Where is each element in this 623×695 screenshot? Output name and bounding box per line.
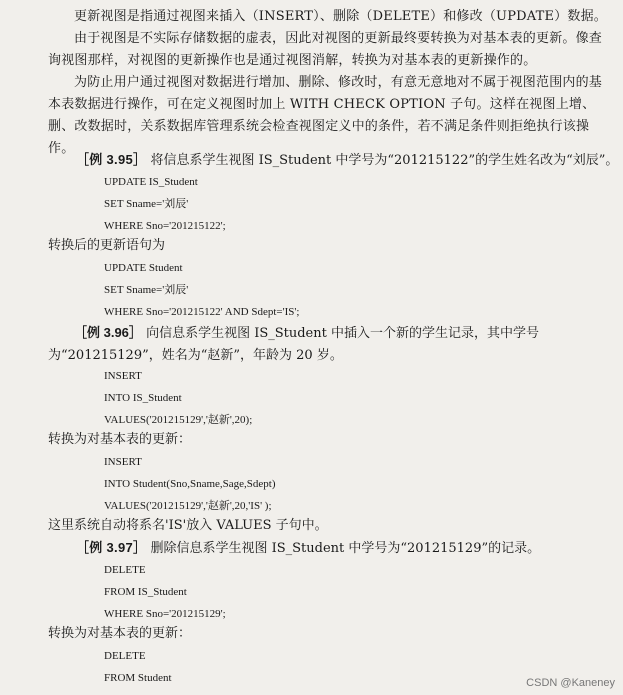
code-line: SET Sname='刘辰' <box>104 284 189 296</box>
paragraph-virtual-table: 由于视图是不实际存储数据的虚表，因此对视图的更新最终要转换为对基本表的更新。像查询视图那样，对视图的更新操作也是通过视图消解，转换为对基本表的更新操作的。 <box>48 31 603 68</box>
convert-label: 转换为对基本表的更新： <box>48 432 192 447</box>
code-line: UPDATE Student <box>104 262 183 274</box>
code-line: FROM IS_Student <box>104 586 187 598</box>
code-line: VALUES('201215129','赵新',20); <box>104 414 253 426</box>
paragraph-check-option: 为防止用户通过视图对数据进行增加、删除、修改时，有意无意地对不属于视图范围内的基本表数据进行操作，可在定义视图时加上 WITH CHECK OPTION 子句。这样在视图上增、删、改数据时，关系数据库管理系统会检查视图定义中的条件，若不满足条件则拒绝执行该操作。 <box>48 75 603 156</box>
code-line: DELETE <box>104 650 146 662</box>
example-3-97-heading <box>76 538 540 559</box>
watermark: CSDN @Kaneney <box>526 677 615 689</box>
code-line: DELETE <box>104 564 146 576</box>
example-label: ［例 3.96］ <box>74 325 142 340</box>
convert-label: 转换为对基本表的更新： <box>48 626 192 641</box>
example-3-96-heading <box>48 322 608 367</box>
code-line: INSERT <box>104 456 142 468</box>
code-line: WHERE Sno='201215129'; <box>104 608 226 620</box>
code-line: FROM Student <box>104 672 172 684</box>
example-label: ［例 3.97］ <box>76 540 147 555</box>
code-line: INTO Student(Sno,Sname,Sage,Sdept) <box>104 478 276 490</box>
code-line: INTO IS_Student <box>104 392 182 404</box>
code-line: WHERE Sno='201215122' AND Sdept='IS'; <box>104 306 300 318</box>
system-note: 这里系统自动将系名'IS'放入 VALUES 子句中。 <box>48 518 328 533</box>
example-label: ［例 3.95］ <box>76 152 147 167</box>
code-line: VALUES('201215129','赵新',20,'IS' ); <box>104 500 272 512</box>
example-text: 将信息系学生视图 IS_Student 中学号为“201215122”的学生姓名改为“刘辰”。 <box>150 153 619 168</box>
example-text: 删除信息系学生视图 IS_Student 中学号为“201215129”的记录。 <box>150 541 541 556</box>
code-line: UPDATE IS_Student <box>104 176 198 188</box>
code-line: INSERT <box>104 370 142 382</box>
code-line: WHERE Sno='201215122'; <box>104 220 226 232</box>
paragraph-intro: 更新视图是指通过视图来插入（INSERT）、删除（DELETE）和修改（UPDATE）数据。 <box>74 9 607 24</box>
example-text: 向信息系学生视图 IS_Student 中插入一个新的学生记录，其中学号为“201215129”，姓名为“赵新”，年龄为 20 岁。 <box>48 326 539 363</box>
example-3-95-heading <box>76 150 618 171</box>
convert-label: 转换后的更新语句为 <box>48 238 166 253</box>
code-line: SET Sname='刘辰' <box>104 198 189 210</box>
